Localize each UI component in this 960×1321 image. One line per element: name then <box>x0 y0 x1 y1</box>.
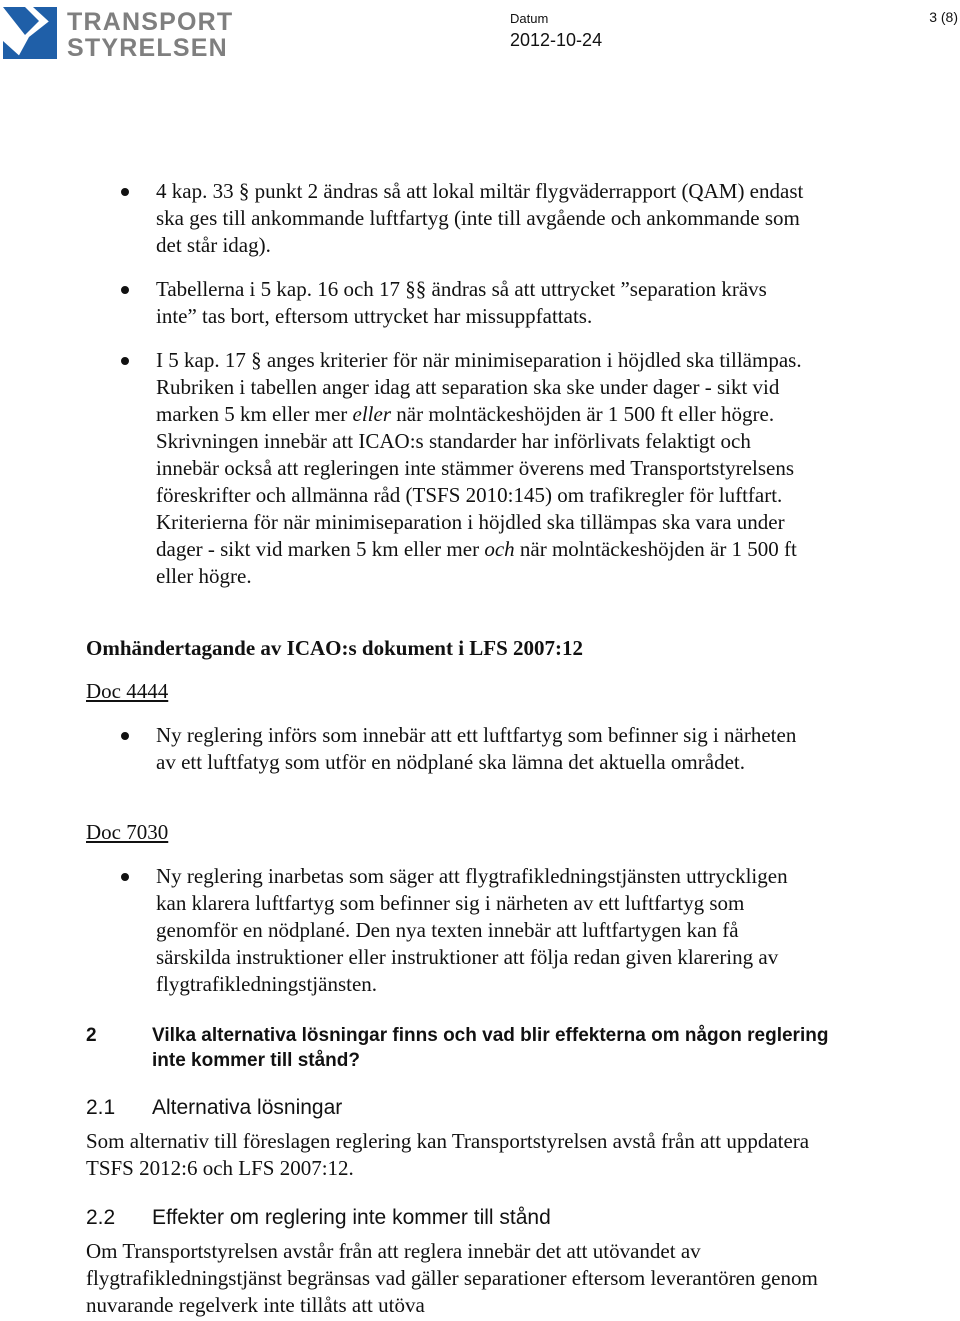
list-item: Ny reglering inarbetas som säger att flygtrafikledningstjänsten uttryckligen kan klarera luftfartyg som befinner sig i närheten av ett luftfartyg som genomför en nödplané. Den nya texten innebär att luftfartygen kan få särskilda instruktioner eller instruktioner att följa redan given klarering av flygtrafikledningstjänsten. <box>0 863 960 998</box>
list-item: 4 kap. 33 § punkt 2 ändras så att lokal miltär flygväderrapport (QAM) endast ska ges till ankommande luftfartyg (inte till avgående och ankommande som det står idag). <box>0 178 960 259</box>
date-label: Datum <box>510 11 549 26</box>
date-value: 2012-10-24 <box>510 30 603 50</box>
transportstyrelsen-logo <box>3 7 243 62</box>
section-title: Alternativa lösningar <box>152 1096 343 1119</box>
list-item-text: I 5 kap. 17 § anges kriterier för när minimiseparation i höjdled ska tillämpas. Rubriken i tabellen anger idag att separation ska ske under dager - sikt vid marken 5 km eller mer <box>156 348 802 426</box>
section-title: Vilka alternativa lösningar finns och vad blir effekterna om någon reglering inte kommer till stånd? <box>152 1025 829 1071</box>
page-number: 3 (8) <box>929 9 958 25</box>
doc-7030-heading: Doc 7030 <box>86 820 169 844</box>
list-item-text: när molntäckeshöjden är 1 500 ft eller högre. Skrivningen innebär att ICAO:s standarder har införlivats felaktigt och innebär också att regleringen inte stämmer överens med Transportstyrelsens föreskrifter och allmänna råd (TSFS 2010:145) om trafikregler för luftfart. Kriterierna för när minimiseparation i höjdled ska tillämpas ska vara under dager - sikt vid marken 5 km eller mer <box>156 402 794 561</box>
section-2-1-heading <box>86 1096 342 1120</box>
logo-wordmark <box>67 9 233 61</box>
section-title: Effekter om reglering inte kommer till stånd <box>152 1206 551 1229</box>
doc-4444-heading: Doc 4444 <box>86 679 169 703</box>
doc-4444-list <box>0 722 960 776</box>
list-item: Ny reglering införs som innebär att ett luftfartyg som befinner sig i närheten av ett luftfatyg som utför en nödplané ska lämna det aktuella området. <box>0 722 960 776</box>
logo-line-2: STYRELSEN <box>67 34 228 62</box>
emphasis-text: och <box>484 537 515 561</box>
list-item <box>0 347 960 590</box>
section-number: 2.2 <box>86 1206 116 1229</box>
logo-mark-icon <box>3 7 57 59</box>
section-2-heading <box>86 1023 846 1073</box>
section-number: 2 <box>86 1025 97 1046</box>
section-2-2-heading <box>86 1206 551 1230</box>
change-list <box>0 178 960 607</box>
list-item: Tabellerna i 5 kap. 16 och 17 §§ ändras så att uttrycket ”separation krävs inte” tas bort, eftersom uttrycket har missuppfattats. <box>0 276 960 330</box>
section-2-2-paragraph: Om Transportstyrelsen avstår från att reglera innebär det att utövandet av flygtrafikledningstjänst begränsas vad gäller separationer eftersom leverantören genom nuvarande regelverk inte tillåts att utöva <box>86 1239 818 1317</box>
doc-7030-list <box>0 863 960 998</box>
list-item-text: när molntäckeshöjden är 1 500 ft eller högre. <box>156 537 797 588</box>
icao-heading: Omhändertagande av ICAO:s dokument i LFS 2007:12 <box>86 636 584 660</box>
emphasis-text: eller <box>352 402 391 426</box>
logo-line-1: TRANSPORT <box>67 8 234 36</box>
section-2-1-paragraph: Som alternativ till föreslagen reglering kan Transportstyrelsen avstå från att uppdatera TSFS 2012:6 och LFS 2007:12. <box>86 1129 810 1180</box>
section-number: 2.1 <box>86 1096 116 1119</box>
